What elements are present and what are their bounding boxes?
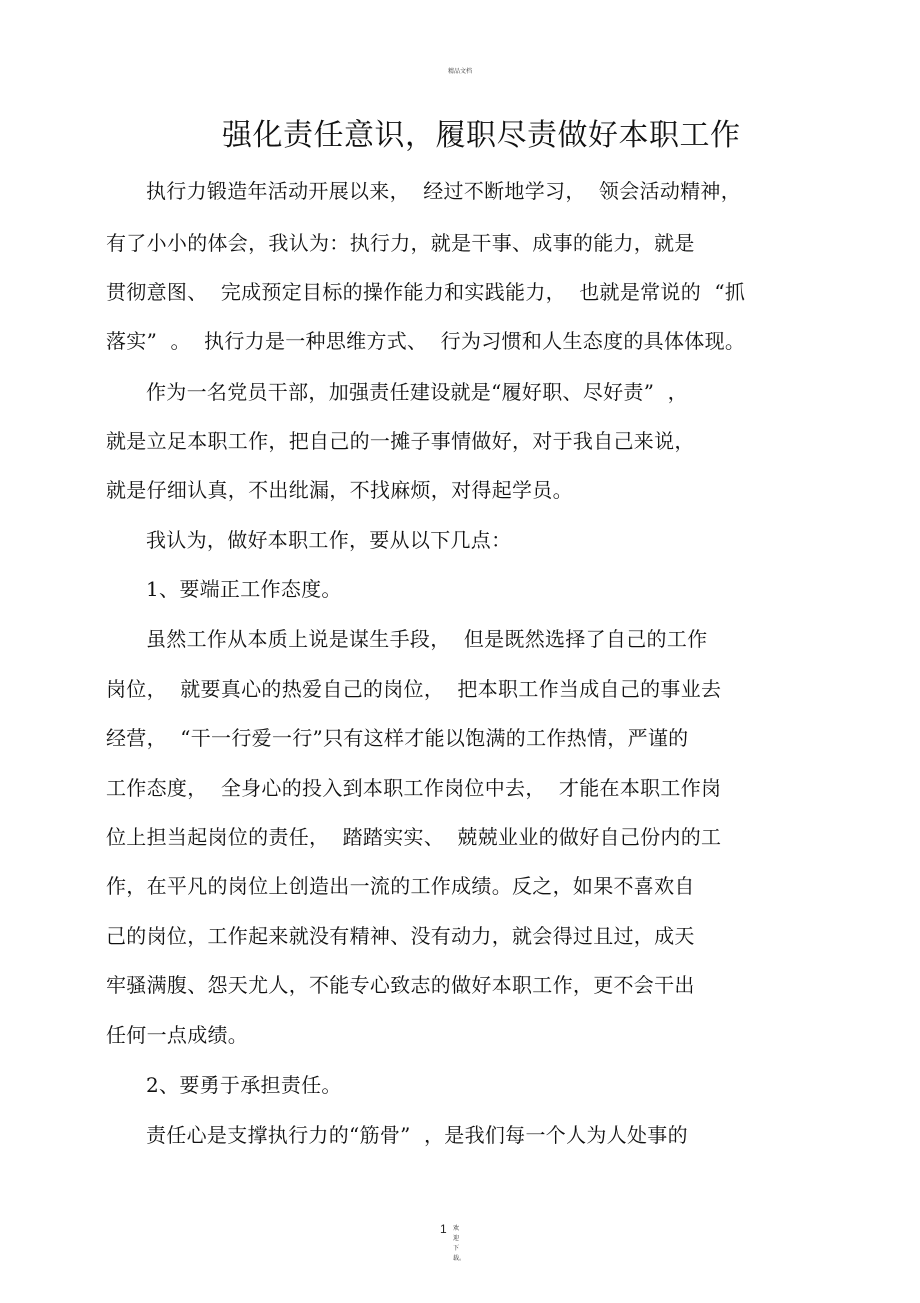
paragraph-line: 任何一点成绩。	[106, 1023, 249, 1047]
paragraph-line: 工作态度， 全身心的投入到本职工作岗位中去， 才能在本职工作岗	[106, 776, 722, 800]
paragraph-line: 执行力锻造年活动开展以来， 经过不断地学习， 领会活动精神，	[146, 179, 742, 203]
paragraph-line: 作为一名党员干部，加强责任建设就是“履好职、尽好责” ，	[146, 380, 688, 404]
section-heading: 2、要勇于承担责任。	[146, 1073, 342, 1097]
header-label: 精品文档	[447, 68, 472, 75]
paragraph-line: 经营， “干一行爱一行”只有这样才能以饱满的工作热情，严谨的	[106, 726, 689, 750]
paragraph-line: 就是仔细认真，不出纰漏，不找麻烦，对得起学员。	[106, 478, 573, 502]
paragraph-line: 己的岗位，工作起来就没有精神、没有动力，就会得过且过，成天	[106, 924, 695, 948]
page-number: 1	[440, 1222, 447, 1236]
paragraph-line: 作，在平凡的岗位上创造出一流的工作成绩。反之，如果不喜欢自	[106, 874, 695, 898]
footer-note: 欢迎下载。	[453, 1226, 466, 1262]
paragraph-line: 落实” 。 执行力是一种思维方式、 行为习惯和人生态度的具体体现。	[106, 329, 746, 353]
paragraph-line: 贯彻意图、 完成预定目标的操作能力和实践能力， 也就是常说的 “抓	[106, 280, 746, 304]
paragraph-line: 岗位， 就要真心的热爱自己的岗位， 把本职工作当成自己的事业去	[106, 677, 722, 701]
paragraph-line: 责任心是支撑执行力的“筋骨” ，是我们每一个人为人处事的	[146, 1123, 688, 1147]
paragraph-line: 位上担当起岗位的责任， 踏踏实实、 兢兢业业的做好自己份内的工	[106, 825, 722, 849]
page-footer	[440, 1222, 480, 1262]
paragraph-line: 我认为，做好本职工作，要从以下几点：	[146, 528, 512, 552]
paragraph-line: 虽然工作从本质上说是谋生手段， 但是既然选择了自己的工作	[146, 627, 708, 651]
paragraph-line: 牢骚满腹、怨天尤人，不能专心致志的做好本职工作，更不会干出	[106, 973, 695, 997]
paragraph-line: 有了小小的体会，我认为：执行力，就是干事、成事的能力，就是	[106, 231, 695, 255]
section-heading: 1、要端正工作态度。	[146, 577, 342, 601]
document-title: 强化责任意识，履职尽责做好本职工作	[222, 118, 741, 153]
paragraph-line: 就是立足本职工作，把自己的一摊子事情做好，对于我自己来说，	[106, 429, 695, 453]
